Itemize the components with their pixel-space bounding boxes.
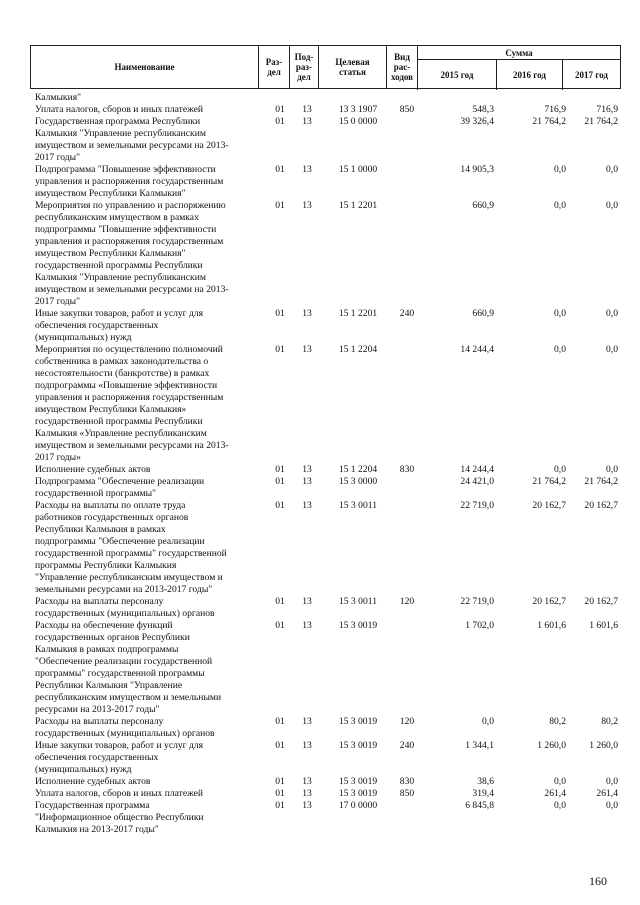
- row-name: Уплата налогов, сборов и иных платежей: [35, 104, 204, 115]
- row-sum-2015: 39 326,4: [460, 116, 494, 127]
- table-row: [35, 620, 618, 716]
- row-sum-2016: 0,0: [554, 800, 566, 811]
- row-razdel: 01: [275, 200, 285, 211]
- table-row: [35, 596, 618, 620]
- table-row: [35, 464, 618, 476]
- row-sum-2017: 0,0: [606, 344, 618, 355]
- row-sum-2017: 0,0: [606, 164, 618, 175]
- row-name: Мероприятия по управлению и распоряжению республиканским имуществом в рамках подпрограммы "Повышение эффективности управления и распоряжения государственным имуществом Республики Калмыкия" государственной программы Республики Калмыкия "Управление республиканским имуществом и земельными ресурсами на 2013- 2017 годы": [35, 200, 229, 307]
- row-sum-2015: 6 845,8: [465, 800, 494, 811]
- header-year-2017: 2017 год: [562, 60, 620, 90]
- row-razdel: 01: [275, 740, 285, 751]
- row-podrazdel: 13: [302, 344, 312, 355]
- header-year-2016: 2016 год: [496, 60, 562, 90]
- table-row: [35, 308, 618, 344]
- row-sum-2017: 0,0: [606, 464, 618, 475]
- row-name: Подпрограмма "Обеспечение реализации государственной программы": [35, 476, 205, 499]
- row-sum-2015: 38,6: [477, 776, 494, 787]
- row-podrazdel: 13: [302, 464, 312, 475]
- row-sum-2016: 261,4: [544, 788, 566, 799]
- table-row: [35, 740, 618, 776]
- row-sum-2016: 21 764,2: [532, 476, 566, 487]
- header-razdel: Раз- дел: [258, 46, 289, 88]
- row-podrazdel: 13: [302, 104, 312, 115]
- row-celevaya-statya: 15 3 0000: [338, 476, 378, 487]
- row-podrazdel: 13: [302, 164, 312, 175]
- row-podrazdel: 13: [302, 800, 312, 811]
- row-name: Мероприятия по осуществлению полномочий собственника в рамках законодательства о несостоятельности (банкротстве) в рамках подпрограммы «Повышение эффективности управления и распоряжения государственным имуществом Республики Калмыкия» государственной программы Республики Калмыкия «Управление республиканским имуществом и земельными ресурсами на 2013- 2017 годы»: [35, 344, 229, 463]
- row-sum-2016: 80,2: [549, 716, 566, 727]
- header-name: Наименование: [114, 62, 175, 72]
- row-podrazdel: 13: [302, 200, 312, 211]
- table-row: [35, 164, 618, 200]
- row-vid-rashodov: 830: [399, 776, 415, 787]
- row-sum-2016: 1 260,0: [537, 740, 566, 751]
- row-celevaya-statya: 15 1 2204: [338, 344, 378, 355]
- row-sum-2017: 261,4: [596, 788, 618, 799]
- row-sum-2016: 0,0: [554, 464, 566, 475]
- row-name: Калмыкия": [35, 92, 82, 103]
- table-row: [35, 476, 618, 500]
- table-row: [35, 116, 618, 164]
- row-sum-2017: 21 764,2: [584, 476, 618, 487]
- row-celevaya-statya: 15 3 0019: [338, 776, 378, 787]
- row-sum-2017: 20 162,7: [584, 500, 618, 511]
- row-name: Исполнение судебных актов: [35, 464, 151, 475]
- row-vid-rashodov: 850: [399, 104, 415, 115]
- row-vid-rashodov: 240: [399, 308, 415, 319]
- row-sum-2015: 0,0: [482, 716, 494, 727]
- row-razdel: 01: [275, 596, 285, 607]
- row-sum-2017: 21 764,2: [584, 116, 618, 127]
- header-year-2015: 2015 год: [417, 60, 496, 90]
- row-name: Государственная программа "Информационное общество Республики Калмыкия на 2013-2017 годы": [35, 800, 204, 835]
- row-sum-2016: 0,0: [554, 344, 566, 355]
- row-celevaya-statya: 15 3 0019: [338, 740, 378, 751]
- row-sum-2017: 716,9: [596, 104, 618, 115]
- row-sum-2015: 24 421,0: [460, 476, 494, 487]
- row-sum-2016: 0,0: [554, 164, 566, 175]
- row-sum-2016: 1 601,6: [537, 620, 566, 631]
- row-razdel: 01: [275, 716, 285, 727]
- row-razdel: 01: [275, 104, 285, 115]
- header-summa: Сумма: [417, 46, 620, 60]
- row-sum-2016: 20 162,7: [532, 500, 566, 511]
- header-podrazdel: Под- раз- дел: [289, 46, 318, 88]
- row-vid-rashodov: 830: [399, 464, 415, 475]
- row-name: Расходы на выплаты персоналу государственных (муниципальных) органов: [35, 716, 215, 739]
- row-sum-2015: 660,9: [472, 200, 494, 211]
- row-podrazdel: 13: [302, 716, 312, 727]
- row-vid-rashodov: 120: [399, 596, 415, 607]
- row-name: Расходы на выплаты персоналу государственных (муниципальных) органов: [35, 596, 215, 619]
- header-vid-rashodov: Вид рас- ходов: [386, 46, 417, 88]
- row-celevaya-statya: 15 1 0000: [338, 164, 378, 175]
- row-sum-2017: 0,0: [606, 200, 618, 211]
- row-name: Исполнение судебных актов: [35, 776, 151, 787]
- row-name: Расходы на обеспечение функций государственных органов Республики Калмыкия в рамках подпрограммы "Обеспечение реализации государственной программы" государственной программы Республики Калмыкия "Управление республиканским имуществом и земельными ресурсами на 2013-2017 годы": [35, 620, 222, 715]
- table-body: [35, 92, 618, 836]
- row-sum-2017: 1 601,6: [589, 620, 618, 631]
- row-podrazdel: 13: [302, 740, 312, 751]
- row-sum-2016: 0,0: [554, 776, 566, 787]
- row-celevaya-statya: 15 3 0019: [338, 620, 378, 631]
- row-vid-rashodov: 120: [399, 716, 415, 727]
- row-sum-2015: 14 244,4: [460, 464, 494, 475]
- row-celevaya-statya: 15 3 0011: [338, 500, 378, 511]
- row-sum-2016: 716,9: [544, 104, 566, 115]
- row-razdel: 01: [275, 164, 285, 175]
- row-celevaya-statya: 15 1 2201: [338, 200, 378, 211]
- row-sum-2015: 1 344,1: [465, 740, 494, 751]
- row-celevaya-statya: 15 3 0019: [338, 716, 378, 727]
- row-sum-2017: 0,0: [606, 776, 618, 787]
- table-header: [30, 45, 621, 89]
- row-celevaya-statya: 17 0 0000: [338, 800, 378, 811]
- row-sum-2017: 20 162,7: [584, 596, 618, 607]
- row-name: Расходы на выплаты по оплате труда работников государственных органов Республики Калмыкия в рамках подпрограммы "Обеспечение реализации государственной программы" государственной программы Республики Калмыкия "Управление республиканским имуществом и земельными ресурсами на 2013-2017 годы": [35, 500, 227, 595]
- row-sum-2015: 1 702,0: [465, 620, 494, 631]
- row-razdel: 01: [275, 464, 285, 475]
- row-sum-2016: 21 764,2: [532, 116, 566, 127]
- row-podrazdel: 13: [302, 596, 312, 607]
- row-sum-2015: 22 719,0: [460, 596, 494, 607]
- table-row: [35, 788, 618, 800]
- row-sum-2015: 319,4: [472, 788, 494, 799]
- row-name: Государственная программа Республики Калмыкия "Управление республиканским имуществом и земельными ресурсами на 2013- 2017 годы": [35, 116, 229, 163]
- table-row: [35, 200, 618, 308]
- row-sum-2016: 0,0: [554, 200, 566, 211]
- row-sum-2015: 548,3: [472, 104, 494, 115]
- row-razdel: 01: [275, 308, 285, 319]
- row-sum-2015: 14 244,4: [460, 344, 494, 355]
- row-name: Иные закупки товаров, работ и услуг для обеспечения государственных (муниципальных) нужд: [35, 308, 204, 343]
- row-sum-2016: 20 162,7: [532, 596, 566, 607]
- row-celevaya-statya: 15 1 2204: [338, 464, 378, 475]
- row-sum-2017: 80,2: [601, 716, 618, 727]
- row-podrazdel: 13: [302, 776, 312, 787]
- row-sum-2017: 1 260,0: [589, 740, 618, 751]
- row-razdel: 01: [275, 500, 285, 511]
- row-celevaya-statya: 13 3 1907: [338, 104, 378, 115]
- row-podrazdel: 13: [302, 620, 312, 631]
- table-row: [35, 104, 618, 116]
- row-sum-2017: 0,0: [606, 800, 618, 811]
- row-celevaya-statya: 15 1 2201: [338, 308, 378, 319]
- row-razdel: 01: [275, 776, 285, 787]
- row-name: Уплата налогов, сборов и иных платежей: [35, 788, 204, 799]
- page-number: 160: [589, 874, 607, 888]
- header-celevaya-statya: Целевая статья: [318, 46, 386, 88]
- row-vid-rashodov: 850: [399, 788, 415, 799]
- row-sum-2016: 0,0: [554, 308, 566, 319]
- row-celevaya-statya: 15 3 0011: [338, 596, 378, 607]
- row-sum-2017: 0,0: [606, 308, 618, 319]
- table-row: [35, 500, 618, 596]
- row-podrazdel: 13: [302, 788, 312, 799]
- row-razdel: 01: [275, 344, 285, 355]
- row-razdel: 01: [275, 116, 285, 127]
- row-name: Иные закупки товаров, работ и услуг для обеспечения государственных (муниципальных) нужд: [35, 740, 204, 775]
- row-podrazdel: 13: [302, 116, 312, 127]
- table-row: [35, 344, 618, 464]
- row-podrazdel: 13: [302, 308, 312, 319]
- row-razdel: 01: [275, 476, 285, 487]
- row-sum-2015: 22 719,0: [460, 500, 494, 511]
- row-podrazdel: 13: [302, 476, 312, 487]
- table-row: [35, 716, 618, 740]
- row-name: Подпрограмма "Повышение эффективности управления и распоряжения государственным имуществом Республики Калмыкия": [35, 164, 224, 199]
- row-celevaya-statya: 15 0 0000: [338, 116, 378, 127]
- table-row: [35, 92, 618, 104]
- table-row: [35, 776, 618, 788]
- row-vid-rashodov: 240: [399, 740, 415, 751]
- row-sum-2015: 14 905,3: [460, 164, 494, 175]
- row-razdel: 01: [275, 788, 285, 799]
- row-podrazdel: 13: [302, 500, 312, 511]
- row-sum-2015: 660,9: [472, 308, 494, 319]
- row-celevaya-statya: 15 3 0019: [338, 788, 378, 799]
- row-razdel: 01: [275, 620, 285, 631]
- row-razdel: 01: [275, 800, 285, 811]
- table-row: [35, 800, 618, 836]
